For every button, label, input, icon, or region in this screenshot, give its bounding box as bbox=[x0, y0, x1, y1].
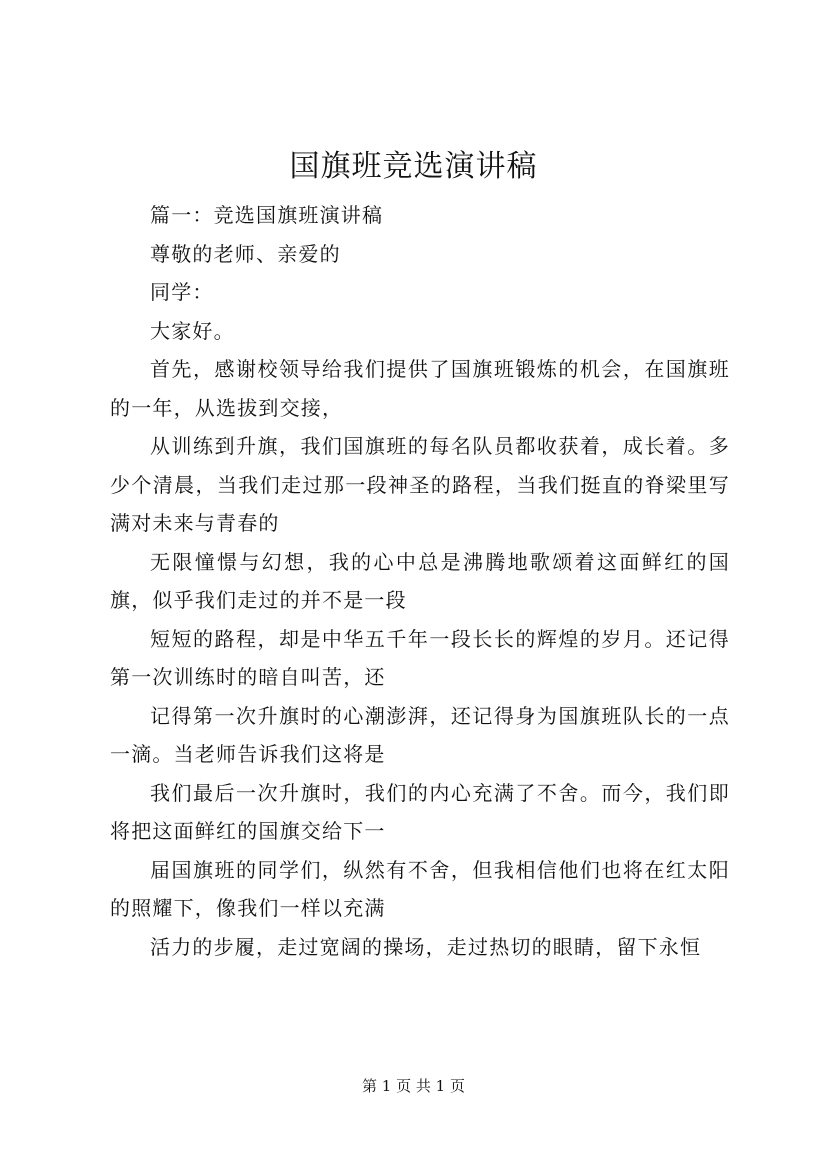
paragraph: 无限憧憬与幻想，我的心中总是沸腾地歌颂着这面鲜红的国旗，似乎我们走过的并不是一段 bbox=[110, 549, 730, 612]
document-title: 国旗班竞选演讲稿 bbox=[289, 149, 538, 184]
paragraph: 大家好。 bbox=[150, 318, 235, 343]
paragraph: 我们最后一次升旗时，我们的内心充满了不舍。而今，我们即将把这面鲜红的国旗交给下一 bbox=[110, 780, 730, 843]
document-body bbox=[110, 196, 730, 966]
paragraph: 短短的路程，却是中华五千年一段长长的辉煌的岁月。还记得第一次训练时的暗自叫苦，还 bbox=[110, 626, 730, 689]
paragraph: 尊敬的老师、亲爱的 bbox=[150, 241, 341, 266]
paragraph: 活力的步履，走过宽阔的操场，走过热切的眼睛，留下永恒 bbox=[150, 934, 702, 959]
paragraph: 同学： bbox=[150, 280, 214, 304]
paragraph: 记得第一次升旗时的心潮澎湃，还记得身为国旗班队长的一点一滴。当老师告诉我们这将是 bbox=[110, 703, 730, 766]
paragraph: 首先，感谢校领导给我们提供了国旗班锻炼的机会，在国旗班的一年，从选拔到交接， bbox=[110, 357, 730, 420]
paragraph: 从训练到升旗，我们国旗班的每名队员都收获着，成长着。多少个清晨，当我们走过那一段神圣的路程，当我们挺直的脊梁里写满对未来与青春的 bbox=[110, 434, 730, 535]
paragraph: 届国旗班的同学们，纵然有不舍，但我相信他们也将在红太阳的照耀下，像我们一样以充满 bbox=[110, 857, 730, 920]
paragraph: 篇一：竞选国旗班演讲稿 bbox=[150, 203, 384, 227]
page-footer: 第 1 页 共 1 页 bbox=[362, 1077, 465, 1095]
